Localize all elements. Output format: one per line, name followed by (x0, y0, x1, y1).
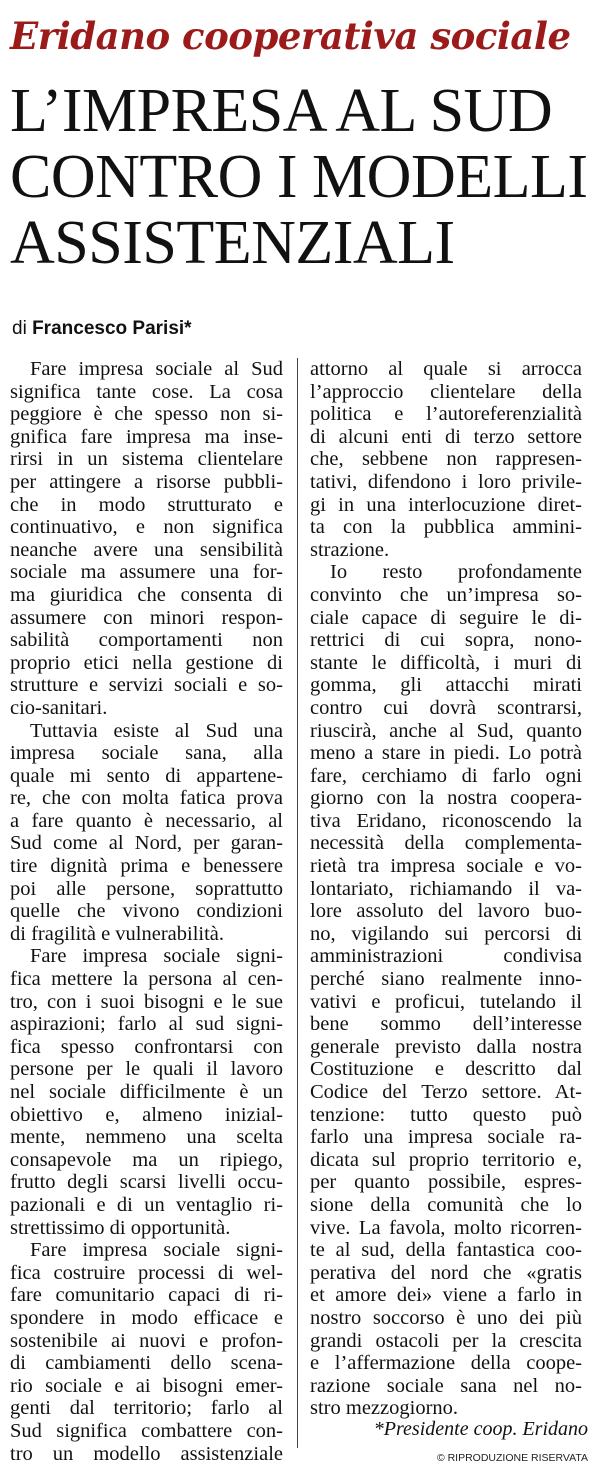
article-line: proprio etici nella gestione di (10, 651, 283, 674)
article-line: peggiore è che spesso non si- (10, 403, 283, 426)
article-line: Fare impresa sociale signi- (30, 1239, 283, 1262)
article-line: rietà tra impresa sociale e vo- (310, 855, 582, 878)
article-line: perché siano realmente inno- (310, 968, 582, 991)
article-line: tiva Eridano, riconoscendo la (310, 809, 582, 832)
article-line: impresa sociale sana, alla (10, 742, 283, 765)
article-line: perativa del nord che «gratis (310, 1261, 582, 1284)
column-divider (297, 358, 298, 1448)
article-line: meno a stare in piedi. Lo potrà (310, 742, 582, 765)
article-line: di fragilità e vulnerabilità. (10, 922, 225, 945)
article-line: consapevole ma un ripiego, (10, 1148, 283, 1171)
article-line: Costituzione e descritto dal (310, 1058, 582, 1081)
article-line: tenzione: tutto questo può (310, 1103, 582, 1126)
article-line: tro, con i suoi bisogni e le sue (10, 990, 283, 1013)
article-line: di cambiamenti dello scena- (10, 1352, 283, 1375)
article-line: che in modo strutturato e (10, 493, 283, 516)
article-line: che, sebbene non rappresen- (310, 448, 582, 471)
article-line: genti dal territorio; farlo al (10, 1397, 283, 1420)
article-line: Sud significa combattere con- (10, 1419, 283, 1442)
article-line: rio sociale e ai bisogni emer- (10, 1374, 283, 1397)
article-line: sostenibile ai nuovi e profon- (10, 1329, 283, 1352)
article-line: lore assoluto del lavoro buo- (310, 900, 582, 923)
article-line: giorno con la nostra coopera- (310, 787, 582, 810)
article-line: pazionali e di un ventaglio ri- (10, 1193, 283, 1216)
article-line: quale mi sento di appartene- (10, 764, 283, 787)
article-line: fare comunitario capaci di ri- (10, 1284, 283, 1307)
article-line: ciale capace di seguire le di- (310, 606, 582, 629)
article-line: gnifica fare impresa ma inse- (10, 425, 283, 448)
copyright-notice: © RIPRODUZIONE RISERVATA (436, 1452, 588, 1464)
article-line: frutto degli scarsi livelli occu- (10, 1171, 283, 1194)
article-line: lontariato, richiamando il va- (310, 877, 582, 900)
article-line: rirsi in un sistema clientelare (10, 448, 283, 471)
article-column-left (10, 358, 283, 1465)
article-line: significa tante cose. La cosa (10, 380, 283, 403)
article-line: no, vigilando sui percorsi di (310, 922, 582, 945)
article-line: farlo una impresa sociale ra- (310, 1126, 582, 1149)
article-line: ta con la pubblica ammini- (310, 516, 582, 539)
article-line: generale previsto dalla nostra (310, 1035, 582, 1058)
headline-line: CONTRO I MODELLI (10, 143, 588, 211)
article-line: l’approccio clientelare della (310, 380, 582, 403)
article-line: cio-sanitari. (10, 696, 108, 719)
article-line: sabilità comportamenti non (10, 629, 283, 652)
article-line: tativi, difendono i loro privile- (310, 470, 582, 493)
byline (12, 318, 192, 340)
article-line: riuscirà, anche al Sud, quanto (310, 719, 582, 742)
article-line: aspirazioni; farlo al sud signi- (10, 1013, 283, 1036)
article-line: Sud come al Nord, per garan- (10, 832, 283, 855)
article-line: convinto che un’impresa so- (310, 583, 582, 606)
article-line: te al sud, della fantastica coo- (310, 1239, 582, 1262)
article-line: e l’affermazione della coope- (310, 1352, 582, 1375)
headline-line: ASSISTENZIALI (10, 209, 455, 277)
article-line: tro un modello assistenziale (10, 1442, 283, 1465)
article-line: vive. La favola, molto ricorren- (310, 1216, 582, 1239)
headline (10, 78, 600, 276)
article-line: sione della comunità che lo (310, 1193, 582, 1216)
article-line: dicata sul proprio territorio e, (310, 1148, 582, 1171)
article-line: ma giuridica che consenta di (10, 583, 283, 606)
article-line: per attingere a risorse pubbli- (10, 470, 283, 493)
author-signature: *Presidente coop. Eridano (373, 1418, 588, 1440)
article-line: quelle che vivono condizioni (10, 900, 283, 923)
article-line: continuativo, e non significa (10, 516, 283, 539)
byline-prefix: di (12, 318, 27, 339)
article-line: Fare impresa sociale al Sud (30, 358, 283, 380)
article-line: strettissimo di opportunità. (10, 1216, 231, 1239)
article-line: et amore dei» viene a farlo in (310, 1284, 582, 1307)
article-line: Tuttavia esiste al Sud una (30, 719, 283, 742)
article-column-right (310, 358, 582, 1440)
article-line: mente, nemmeno una scelta (10, 1126, 283, 1149)
article-line: a fare quanto è necessario, al (10, 809, 283, 832)
article-line: strutture e servizi sociali e so- (10, 674, 283, 697)
article-line: contro cui dovrà scontrarsi, (310, 696, 582, 719)
article-line: gi in una interlocuzione diret- (310, 493, 582, 516)
article-line: per quanto possibile, espres- (310, 1171, 582, 1194)
article-line: persone per le quali il lavoro (10, 1058, 283, 1081)
article-line: nel sociale difficilmente è un (10, 1081, 283, 1103)
article-line: strazione. (310, 538, 390, 561)
article-line: re, che con molta fatica prova (10, 787, 283, 810)
article-line: fica costruire processi di wel- (10, 1261, 283, 1284)
article-line: amministrazioni condivisa (310, 945, 582, 968)
article-line: nostro soccorso è uno dei più (310, 1306, 582, 1329)
headline-line: L’IMPRESA AL SUD (10, 77, 553, 145)
article-line: Io resto profondamente (330, 561, 582, 584)
article-line: fica mettere la persona al cen- (10, 968, 283, 991)
article-line: spondere in modo efficace e (10, 1306, 283, 1329)
article-line: stante le difficoltà, i muri di (310, 651, 582, 674)
article-line: di alcuni enti di terzo settore (310, 425, 582, 448)
article-line: tire dignità prima e benessere (10, 855, 283, 878)
article-line: Fare impresa sociale signi- (30, 945, 283, 968)
article-line: fica spesso confrontarsi con (10, 1035, 283, 1058)
article-line: poi alle persone, soprattutto (10, 877, 283, 900)
author-name: Francesco Parisi* (32, 318, 192, 339)
article-line: fare, cerchiamo di farlo ogni (310, 764, 582, 787)
article-line: Codice del Terzo settore. At- (310, 1081, 582, 1103)
article-line: necessità della complementa- (310, 832, 582, 855)
article-line: razione sociale sana nel no- (310, 1374, 582, 1397)
section-kicker: Eridano cooperativa sociale (10, 14, 571, 58)
article-line: assumere con minori respon- (10, 606, 283, 629)
article-line: rettrici di cui sopra, nono- (310, 629, 582, 652)
article-line: bene sommo dell’interesse (310, 1013, 582, 1036)
article-line: gomma, gli attacchi mirati (310, 674, 582, 697)
article-line: neanche avere una sensibilità (10, 538, 283, 561)
article-line: attorno al quale si arrocca (310, 358, 582, 380)
article-line: grandi ostacoli per la crescita (310, 1329, 582, 1352)
article-line: sociale ma assumere una for- (10, 561, 283, 584)
article-line: politica e l’autoreferenzialità (310, 403, 582, 426)
article-line: stro mezzogiorno. (310, 1397, 459, 1420)
article-line: obiettivo e, almeno inizial- (10, 1103, 283, 1126)
article-line: vativi e proficui, tutelando il (310, 990, 582, 1013)
